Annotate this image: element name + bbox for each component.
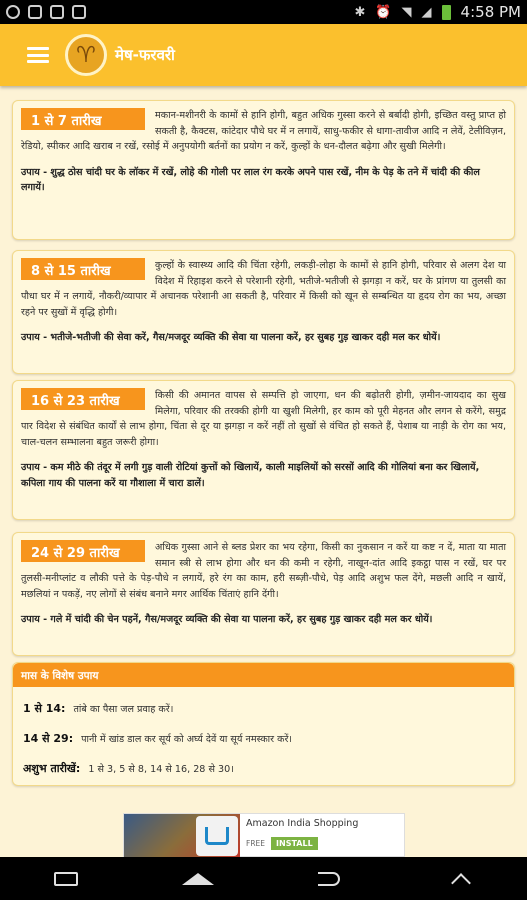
period-description: किसी की अमानत वापस से सम्पत्ति हो जाएगा, धन की बढ़ोतरी होगी, ज़मीन-जायदाद का सुख मिलेगा, परिवार की तरक्की होगी या खुशी मिलेगी, हर काम को पूरी मेहनत और लगन से करेंगे, समुद्र पार विदेश से संबंधित कार्यों से लाभ होगा, चिंता से दूर या झगड़ा न करें नहीं तो सुखों से वंचित हो सकते हैं, पेशाब या नाड़ी के रोग का भय, चाल-चलन सम्भालना बहुत जरूरी होगा।	[21, 390, 506, 448]
camera-icon	[72, 5, 86, 19]
period-card-3	[12, 380, 515, 520]
back-icon	[318, 872, 340, 886]
monthly-row-text: तांबे का पैसा जल प्रवाह करें।	[73, 704, 174, 715]
alarm-icon: ⏰	[375, 4, 392, 20]
ad-image	[124, 814, 240, 858]
period-card-1	[12, 100, 515, 240]
home-icon	[182, 873, 214, 885]
period-card-4	[12, 532, 515, 656]
date-range-chip: 16 से 23 तारीख	[21, 388, 145, 410]
content-area[interactable]	[0, 86, 527, 857]
menu-up-button[interactable]	[441, 864, 481, 894]
monthly-row-day: अशुभ तारीखें:	[23, 762, 81, 775]
date-range-chip: 1 से 7 तारीख	[21, 108, 145, 130]
period-remedy: उपाय - शुद्ध ठोस चांदी घर के लॉकर में रखें, लोहे की गोली पर लाल रंग करके अपने पास रखें, नीम के पेड़ के तने में चांदी की कील लगायें।	[21, 166, 480, 194]
monthly-row-day: 14 से 29:	[23, 732, 74, 745]
ad-price: FREE	[246, 839, 266, 848]
clock: 4:58 PM	[460, 3, 521, 21]
chevron-up-icon	[451, 873, 471, 893]
back-button[interactable]	[309, 864, 349, 894]
recent-apps-icon	[54, 872, 78, 886]
gallery-icon	[50, 5, 64, 19]
date-range-chip: 8 से 15 तारीख	[21, 258, 145, 280]
bluetooth-icon: ✱	[354, 4, 366, 20]
period-remedy: उपाय - कम मीठे की तंदूर में लगी गुड़ वाली रोटियां कुत्तों को खिलायें, काली माइलियों को सरसों आदि की गोलियां बना कर खिलायें, कपिला गाय की पालना करें या गौशाला में चारा डालें।	[21, 462, 480, 489]
skype-icon	[28, 5, 42, 19]
monthly-row	[23, 731, 292, 746]
ad-title: Amazon India Shopping	[246, 818, 359, 829]
battery-icon	[442, 5, 451, 20]
monthly-row-text: पानी में खांड डाल कर सूर्य को अर्घ्य देवें या सूर्य नमस्कार करें।	[81, 734, 293, 745]
recent-apps-button[interactable]	[46, 864, 86, 894]
period-description: कुल्हों के स्वास्थ्य आदि की चिंता रहेगी, लकड़ी-लोहा के कामों से हानि होगी, परिवार से अलग देश या विदेश में रिहाइश करने से परेशानी रहेगी, भतीजे-भतीजी से झगड़ा न करें, घर के प्रांगण या तुलसी का पौधा घर में न लगायें, नौकरी/व्यापार में अचानक परेशानी आ सकती है, परिवार में किसी को खून से सम्बन्धित या हृदय रोग का भय, अच्छा रहने पर सुखों में वृद्धि होगी।	[21, 260, 506, 318]
monthly-row	[23, 701, 173, 716]
monthly-row-day: 1 से 14:	[23, 702, 66, 715]
amazon-logo-icon	[196, 816, 238, 856]
status-bar	[0, 0, 527, 24]
signal-icon: ◢	[421, 4, 432, 20]
ad-banner[interactable]	[123, 813, 405, 857]
page-title: मेष-फरवरी	[115, 46, 175, 64]
home-button[interactable]	[178, 864, 218, 894]
period-description: अधिक गुस्सा आने से ब्लड प्रेशर का भय रहेगा, किसी का नुकसान न करें या कष्ट न दें, माता या माता समान स्त्री से लाभ होगा और धन की कमी न रहेगी, नाखून-दांत आदि इकट्ठा पास न रखें, घर पर तुलसी-मनीप्लांट व लौकी पत्ते के पेड़-पौधे न लगायें, हरे रंग का काम, हरी सब्ज़ी-पौधे, पेड़ आदि अशुभ फल देंगे, मछली आदि न खायें, मछलियां न पकड़ें, नए लोगों से संबंध बनाने मगर आर्थिक चिंताएं हानि देंगी।	[21, 542, 506, 600]
aries-logo-icon: ♈	[65, 34, 107, 76]
hamburger-menu-icon[interactable]	[27, 47, 49, 63]
monthly-row	[23, 761, 234, 776]
period-description: मकान-मशीनरी के कामों से हानि होगी, बहुत अधिक गुस्सा करने से बर्बादी होगी, इच्छित वस्तु प्राप्त हो सकती है, कैक्टस, कांटेदार पौधे घर में न लगायें, साधु-फकीर से धागा-तावीज आदि न लेवें, टेलीविज़न, रेडियो, स्पीकर आदि खराब न रखें, रसोई में अनुपयोगी बर्तनों का प्रयोग न करें, कुल्हों के धन-दौलत बढ़ेगा और सुखी मिलेगी।	[21, 110, 506, 153]
monthly-row-text: 1 से 3, 5 से 8, 14 से 16, 28 से 30।	[88, 764, 234, 775]
period-remedy: उपाय - भतीजे-भतीजी की सेवा करें, गैस/मजदूर व्यक्ति की सेवा या पालना करें, हर सुबह गुड़ खाकर दही मल कर धोयें।	[21, 332, 441, 344]
period-remedy: उपाय - गले में चांदी की चेन पहनें, गैस/मजदूर व्यक्ति की सेवा या पालना करें, हर सुबह गुड़ खाकर दही मल कर धोयें।	[21, 614, 433, 626]
system-nav-bar	[0, 857, 527, 900]
app-bar	[0, 24, 527, 86]
whatsapp-icon	[6, 5, 20, 19]
period-card-2	[12, 250, 515, 374]
monthly-remedies-card	[12, 662, 515, 786]
install-button[interactable]: INSTALL	[271, 837, 318, 850]
date-range-chip: 24 से 29 तारीख	[21, 540, 145, 562]
cart-icon	[205, 827, 229, 845]
monthly-remedies-heading: मास के विशेष उपाय	[13, 663, 514, 687]
wifi-icon: ◥	[401, 4, 412, 20]
